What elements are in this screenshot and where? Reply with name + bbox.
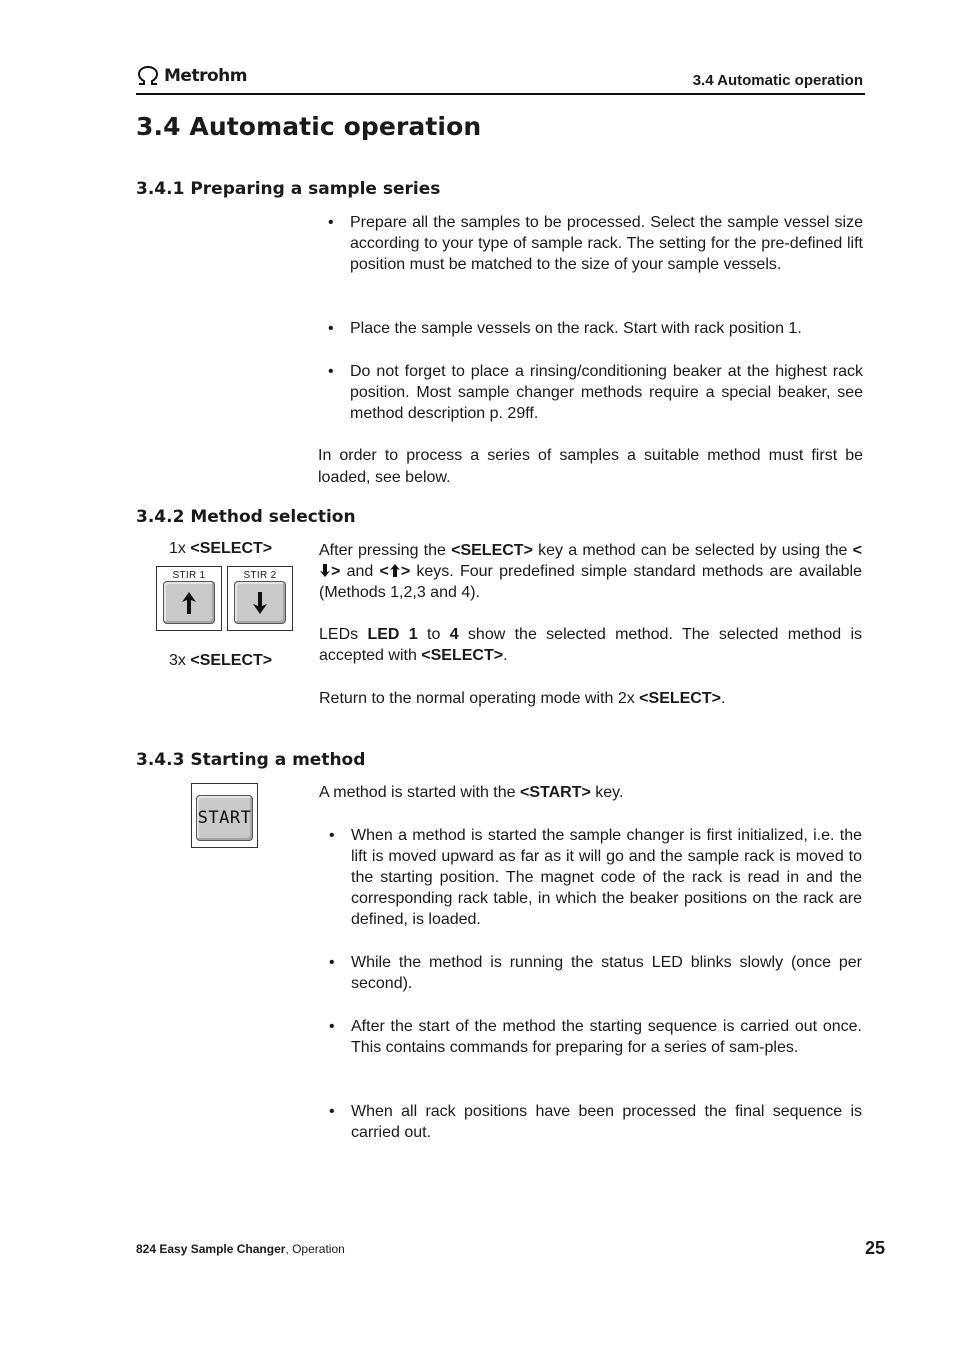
paragraph-leds: LEDs LED 1 to 4 show the selected method. The selected method is accepted with <SELECT>. — [319, 626, 863, 664]
bullet-text: Do not forget to place a rinsing/conditioning beaker at the highest rack position. Most sample changer methods require a special beaker, see method description p. 29ff. — [350, 363, 863, 422]
bullet-item — [329, 952, 862, 994]
header-section-title: 3.4 Automatic operation — [692, 72, 863, 89]
key-label-3x-select — [169, 652, 272, 670]
heading-starting-method: 3.4.3 Starting a method — [136, 750, 366, 770]
bullet-text: When a method is started the sample changer is first initialized, i.e. the lift is moved upward as far as it will go and the sample rack is moved to the starting position. The magnet code of the rack is read in and the corresponding rack table, in which the beaker positions on the rack are defined, is loaded. — [351, 827, 862, 928]
label-prefix: 1x — [169, 540, 191, 557]
footer-product-name: 824 Easy Sample Changer — [136, 1242, 286, 1256]
paragraph-return-normal: Return to the normal operating mode with 2x <SELECT>. — [319, 690, 726, 707]
key-name-stir2: STIR 2 — [243, 570, 277, 581]
bullet-text: Place the sample vessels on the rack. Start with rack position 1. — [350, 320, 802, 337]
bullet-dot: • — [329, 954, 335, 971]
bullet-text: While the method is running the status LED blinks slowly (once per second). — [351, 954, 862, 992]
key-label-1x-select — [169, 540, 272, 558]
arrow-down-icon — [319, 563, 331, 578]
bullet-dot: • — [329, 827, 335, 844]
heading-preparing-sample-series: 3.4.1 Preparing a sample series — [136, 179, 441, 199]
header-divider — [136, 93, 865, 95]
label-prefix: 3x — [169, 652, 191, 669]
bullet-item — [328, 212, 863, 275]
key-face[interactable] — [163, 581, 215, 624]
footer-product — [136, 1242, 345, 1256]
arrow-up-icon — [180, 590, 198, 616]
bullet-item — [329, 1101, 862, 1143]
bullet-text: After the start of the method the starting sequence is carried out once. This contains commands for preparing for a series of sam-ples. — [351, 1018, 862, 1056]
bullet-item — [329, 1016, 862, 1058]
logo-text: Metrohm — [164, 66, 247, 86]
label-key: <SELECT> — [190, 540, 273, 557]
paragraph-start-intro: A method is started with the <START> key. — [319, 784, 624, 801]
label-key: <SELECT> — [190, 652, 273, 669]
stir1-up-key[interactable] — [156, 566, 222, 631]
metrohm-logo — [136, 66, 247, 86]
key-face[interactable] — [234, 581, 286, 624]
stir2-down-key[interactable] — [227, 566, 293, 631]
page-number: 25 — [864, 1238, 885, 1258]
bullet-dot: • — [328, 363, 334, 380]
key-name-stir1: STIR 1 — [172, 570, 206, 581]
footer-product-suffix: , Operation — [285, 1242, 345, 1256]
start-key-face[interactable]: START — [196, 795, 253, 841]
bullet-text: Prepare all the samples to be processed. Select the sample vessel size according to your type of sample rack. The setting for the pre-defined lift position must be matched to the size of your sample vessels. — [350, 214, 863, 273]
arrow-down-icon — [251, 590, 269, 616]
page-title: 3.4 Automatic operation — [136, 112, 482, 141]
start-key[interactable] — [191, 783, 258, 848]
bullet-dot: • — [329, 1103, 335, 1120]
bullet-item — [328, 361, 863, 424]
bullet-dot: • — [328, 214, 334, 231]
omega-icon — [136, 66, 160, 86]
bullet-dot: • — [328, 320, 334, 337]
bullet-item — [328, 318, 863, 339]
paragraph-load-method: In order to process a series of samples a suitable method must first be loaded, see below. — [318, 447, 863, 486]
bullet-text: When all rack positions have been processed the final sequence is carried out. — [351, 1103, 862, 1141]
bullet-dot: • — [329, 1018, 335, 1035]
paragraph-method-select: After pressing the <SELECT> key a method can be selected by using the <> and < > keys. Four predefined simple standard methods are available (Methods 1,2,3 and 4). — [319, 542, 862, 601]
bullet-item — [329, 825, 862, 930]
heading-method-selection: 3.4.2 Method selection — [136, 507, 356, 527]
arrow-up-icon — [389, 563, 401, 578]
